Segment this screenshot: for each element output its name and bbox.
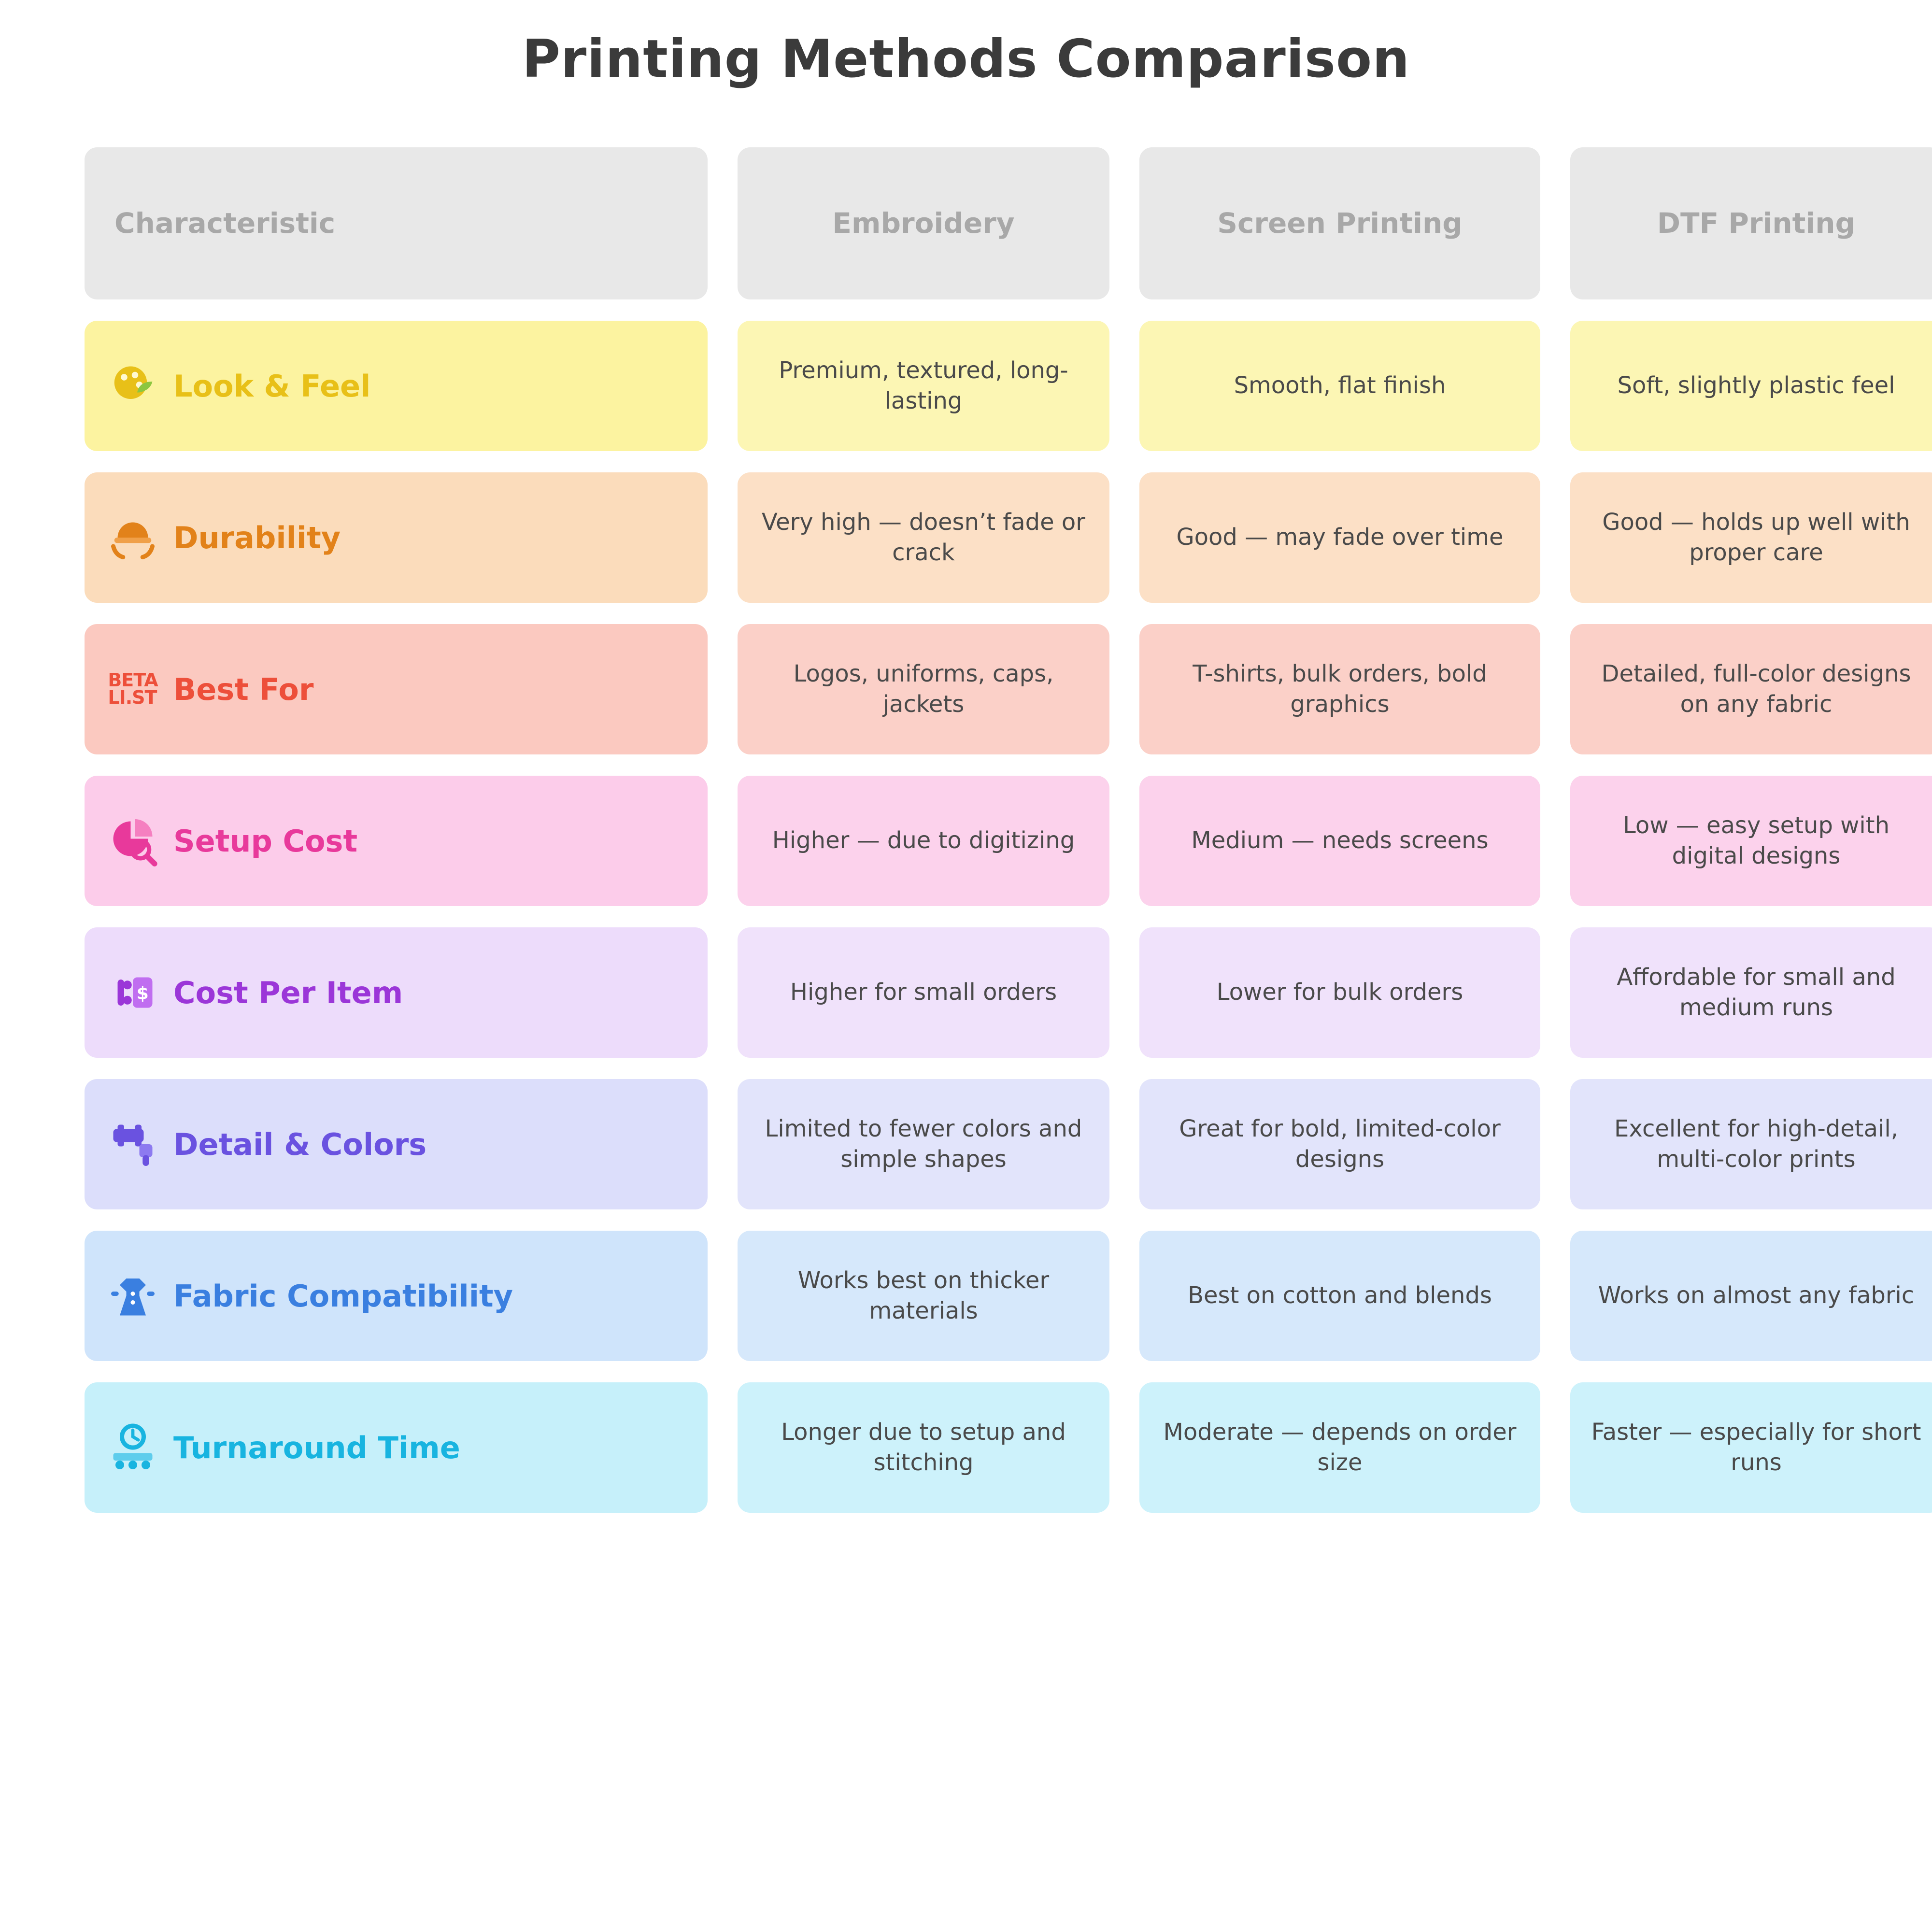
row-label-look-and-feel	[85, 321, 708, 451]
comparison-grid	[41, 147, 1921, 1513]
row-label-text: Setup Cost	[173, 823, 358, 859]
row-label-text: Best For	[173, 671, 314, 707]
page-title: Printing Methods Comparison	[522, 29, 1410, 89]
row-label-best-for	[85, 624, 708, 754]
cell-fabric-compatibility-screen-printing: Best on cotton and blends	[1139, 1231, 1540, 1361]
cell-fabric-compatibility-embroidery: Works best on thicker materials	[738, 1231, 1109, 1361]
cell-turnaround-time-embroidery: Longer due to setup and stitching	[738, 1382, 1109, 1513]
clock-conveyor-icon	[107, 1421, 159, 1474]
cell-best-for-embroidery: Logos, uniforms, caps, jackets	[738, 624, 1109, 754]
cell-durability-dtf-printing: Good — holds up well with proper care	[1570, 472, 1932, 603]
cell-cost-per-item-screen-printing: Lower for bulk orders	[1139, 927, 1540, 1058]
column-header-dtf-printing: DTF Printing	[1570, 147, 1932, 299]
paint-roller-icon	[107, 1118, 159, 1170]
cell-setup-cost-embroidery: Higher — due to digitizing	[738, 776, 1109, 906]
cell-best-for-screen-printing: T-shirts, bulk orders, bold graphics	[1139, 624, 1540, 754]
cell-turnaround-time-dtf-printing: Faster — especially for short runs	[1570, 1382, 1932, 1513]
row-label-text: Look & Feel	[173, 368, 371, 404]
cell-look-feel-dtf-printing: Soft, slightly plastic feel	[1570, 321, 1932, 451]
cell-look-feel-embroidery: Premium, textured, long-lasting	[738, 321, 1109, 451]
row-label-turnaround-time	[85, 1382, 708, 1513]
row-label-text: Turnaround Time	[173, 1430, 460, 1465]
palette-leaf-icon	[107, 360, 159, 412]
cell-setup-cost-screen-printing: Medium — needs screens	[1139, 776, 1540, 906]
pie-chart-search-icon	[107, 815, 159, 867]
betalist-line-2: LI.ST	[108, 687, 157, 708]
betalist-line-1: BETA	[108, 669, 158, 691]
row-label-text: Detail & Colors	[173, 1126, 427, 1162]
row-label-text: Fabric Compatibility	[173, 1278, 513, 1314]
column-header-embroidery: Embroidery	[738, 147, 1109, 299]
cell-cost-per-item-embroidery: Higher for small orders	[738, 927, 1109, 1058]
dress-icon	[107, 1270, 159, 1322]
cell-durability-embroidery: Very high — doesn’t fade or crack	[738, 472, 1109, 603]
svg-text:$: $	[136, 983, 149, 1004]
row-label-setup-cost	[85, 776, 708, 906]
row-label-cost-per-item	[85, 927, 708, 1058]
row-label-fabric-compatibility	[85, 1231, 708, 1361]
cell-detail-colors-embroidery: Limited to fewer colors and simple shapes	[738, 1079, 1109, 1209]
row-label-detail-and-colors	[85, 1079, 708, 1209]
cell-turnaround-time-screen-printing: Moderate — depends on order size	[1139, 1382, 1540, 1513]
cell-look-feel-screen-printing: Smooth, flat finish	[1139, 321, 1540, 451]
cell-fabric-compatibility-dtf-printing: Works on almost any fabric	[1570, 1231, 1932, 1361]
cell-best-for-dtf-printing: Detailed, full-color designs on any fabric	[1570, 624, 1932, 754]
betalist-icon	[107, 663, 159, 715]
cell-detail-colors-screen-printing: Great for bold, limited-color designs	[1139, 1079, 1540, 1209]
cell-setup-cost-dtf-printing: Low — easy setup with digital designs	[1570, 776, 1932, 906]
row-label-text: Cost Per Item	[173, 975, 403, 1010]
helmet-hands-icon	[107, 511, 159, 564]
cell-detail-colors-dtf-printing: Excellent for high-detail, multi-color prints	[1570, 1079, 1932, 1209]
cell-durability-screen-printing: Good — may fade over time	[1139, 472, 1540, 603]
column-header-characteristic: Characteristic	[85, 147, 708, 299]
column-header-screen-printing: Screen Printing	[1139, 147, 1540, 299]
price-tag-icon	[107, 966, 159, 1019]
cell-cost-per-item-dtf-printing: Affordable for small and medium runs	[1570, 927, 1932, 1058]
row-label-text: Durability	[173, 520, 341, 555]
row-label-durability	[85, 472, 708, 603]
